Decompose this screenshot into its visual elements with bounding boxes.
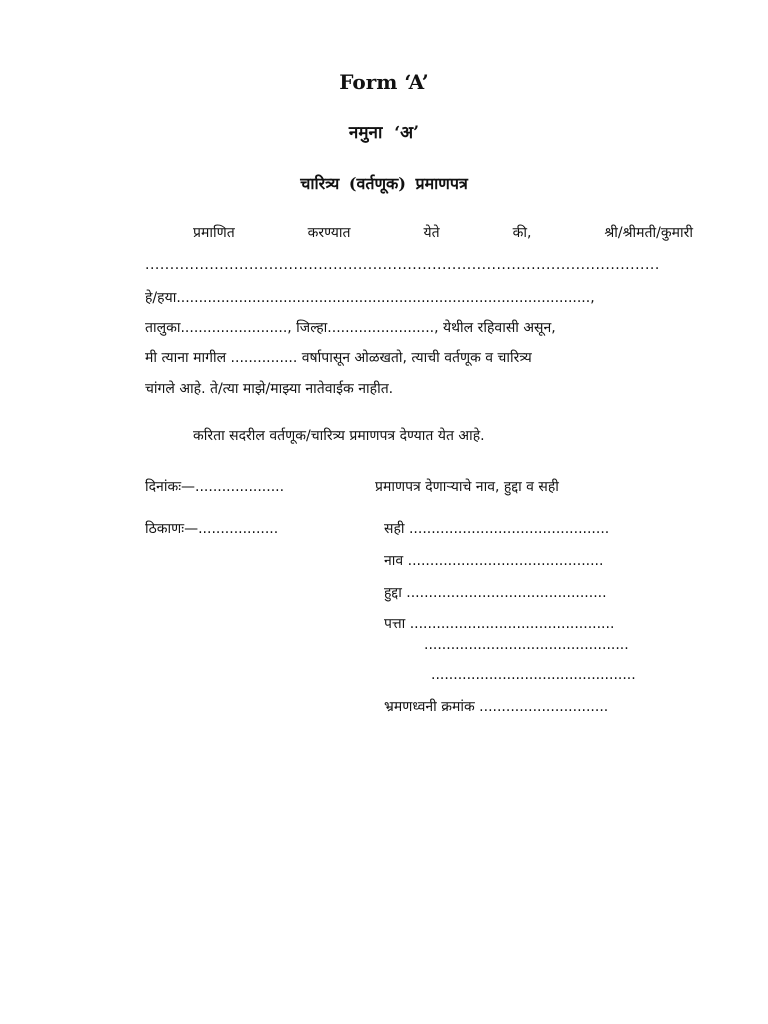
para-line-1 xyxy=(145,223,693,242)
issuer-heading: प्रमाणपत्र देणाऱ्याचे नाव, हुद्दा व सही xyxy=(375,479,559,495)
para-2: करिता सदरील वर्तणूक/चारित्र्य प्रमाणपत्र देण्यात येत आहे. xyxy=(193,428,485,444)
form-title: Form ‘A’ xyxy=(339,70,429,94)
signature-field: सही ............................................. xyxy=(384,521,610,537)
designation-field: हुद्दा ............................................. xyxy=(384,585,607,601)
form-title-marathi: नमुना ‘अ’ xyxy=(348,123,420,143)
para-word: श्री/श्रीमती/कुमारी xyxy=(604,225,693,241)
address-line-3: .............................................. xyxy=(431,667,636,683)
place-label: ठिकाणः—.................. xyxy=(145,521,279,537)
para-line-5: मी त्याना मागील ............... वर्षापासून ओळखतो, त्याची वर्तणूक व चारित्र्य xyxy=(145,350,532,366)
mobile-number-field: भ्रमणध्वनी क्रमांक ............................. xyxy=(384,699,609,715)
para-line-6: चांगले आहे. ते/त्या माझे/माझ्या नातेवाईक नाहीत. xyxy=(145,381,394,397)
date-label: दिनांकः—.................... xyxy=(145,479,285,495)
para-word: करण्यात xyxy=(307,225,351,241)
para-word: येते xyxy=(423,225,440,241)
certificate-title: चारित्र्य (वर्तणूक) प्रमाणपत्र xyxy=(300,174,468,193)
address-line-2: .............................................. xyxy=(424,637,629,653)
para-line-4: तालुका........................, जिल्हा........................, येथील रहिवासी असून, xyxy=(145,320,556,336)
para-line-3: हे/हया............................................................................................., xyxy=(145,290,595,306)
name-field: नाव ............................................ xyxy=(384,553,604,569)
para-word: की, xyxy=(512,225,532,241)
para-line-2: ........................................................................................................ xyxy=(145,257,660,273)
address-field: पत्ता .............................................. xyxy=(384,616,615,632)
para-word: प्रमाणित xyxy=(193,225,235,241)
